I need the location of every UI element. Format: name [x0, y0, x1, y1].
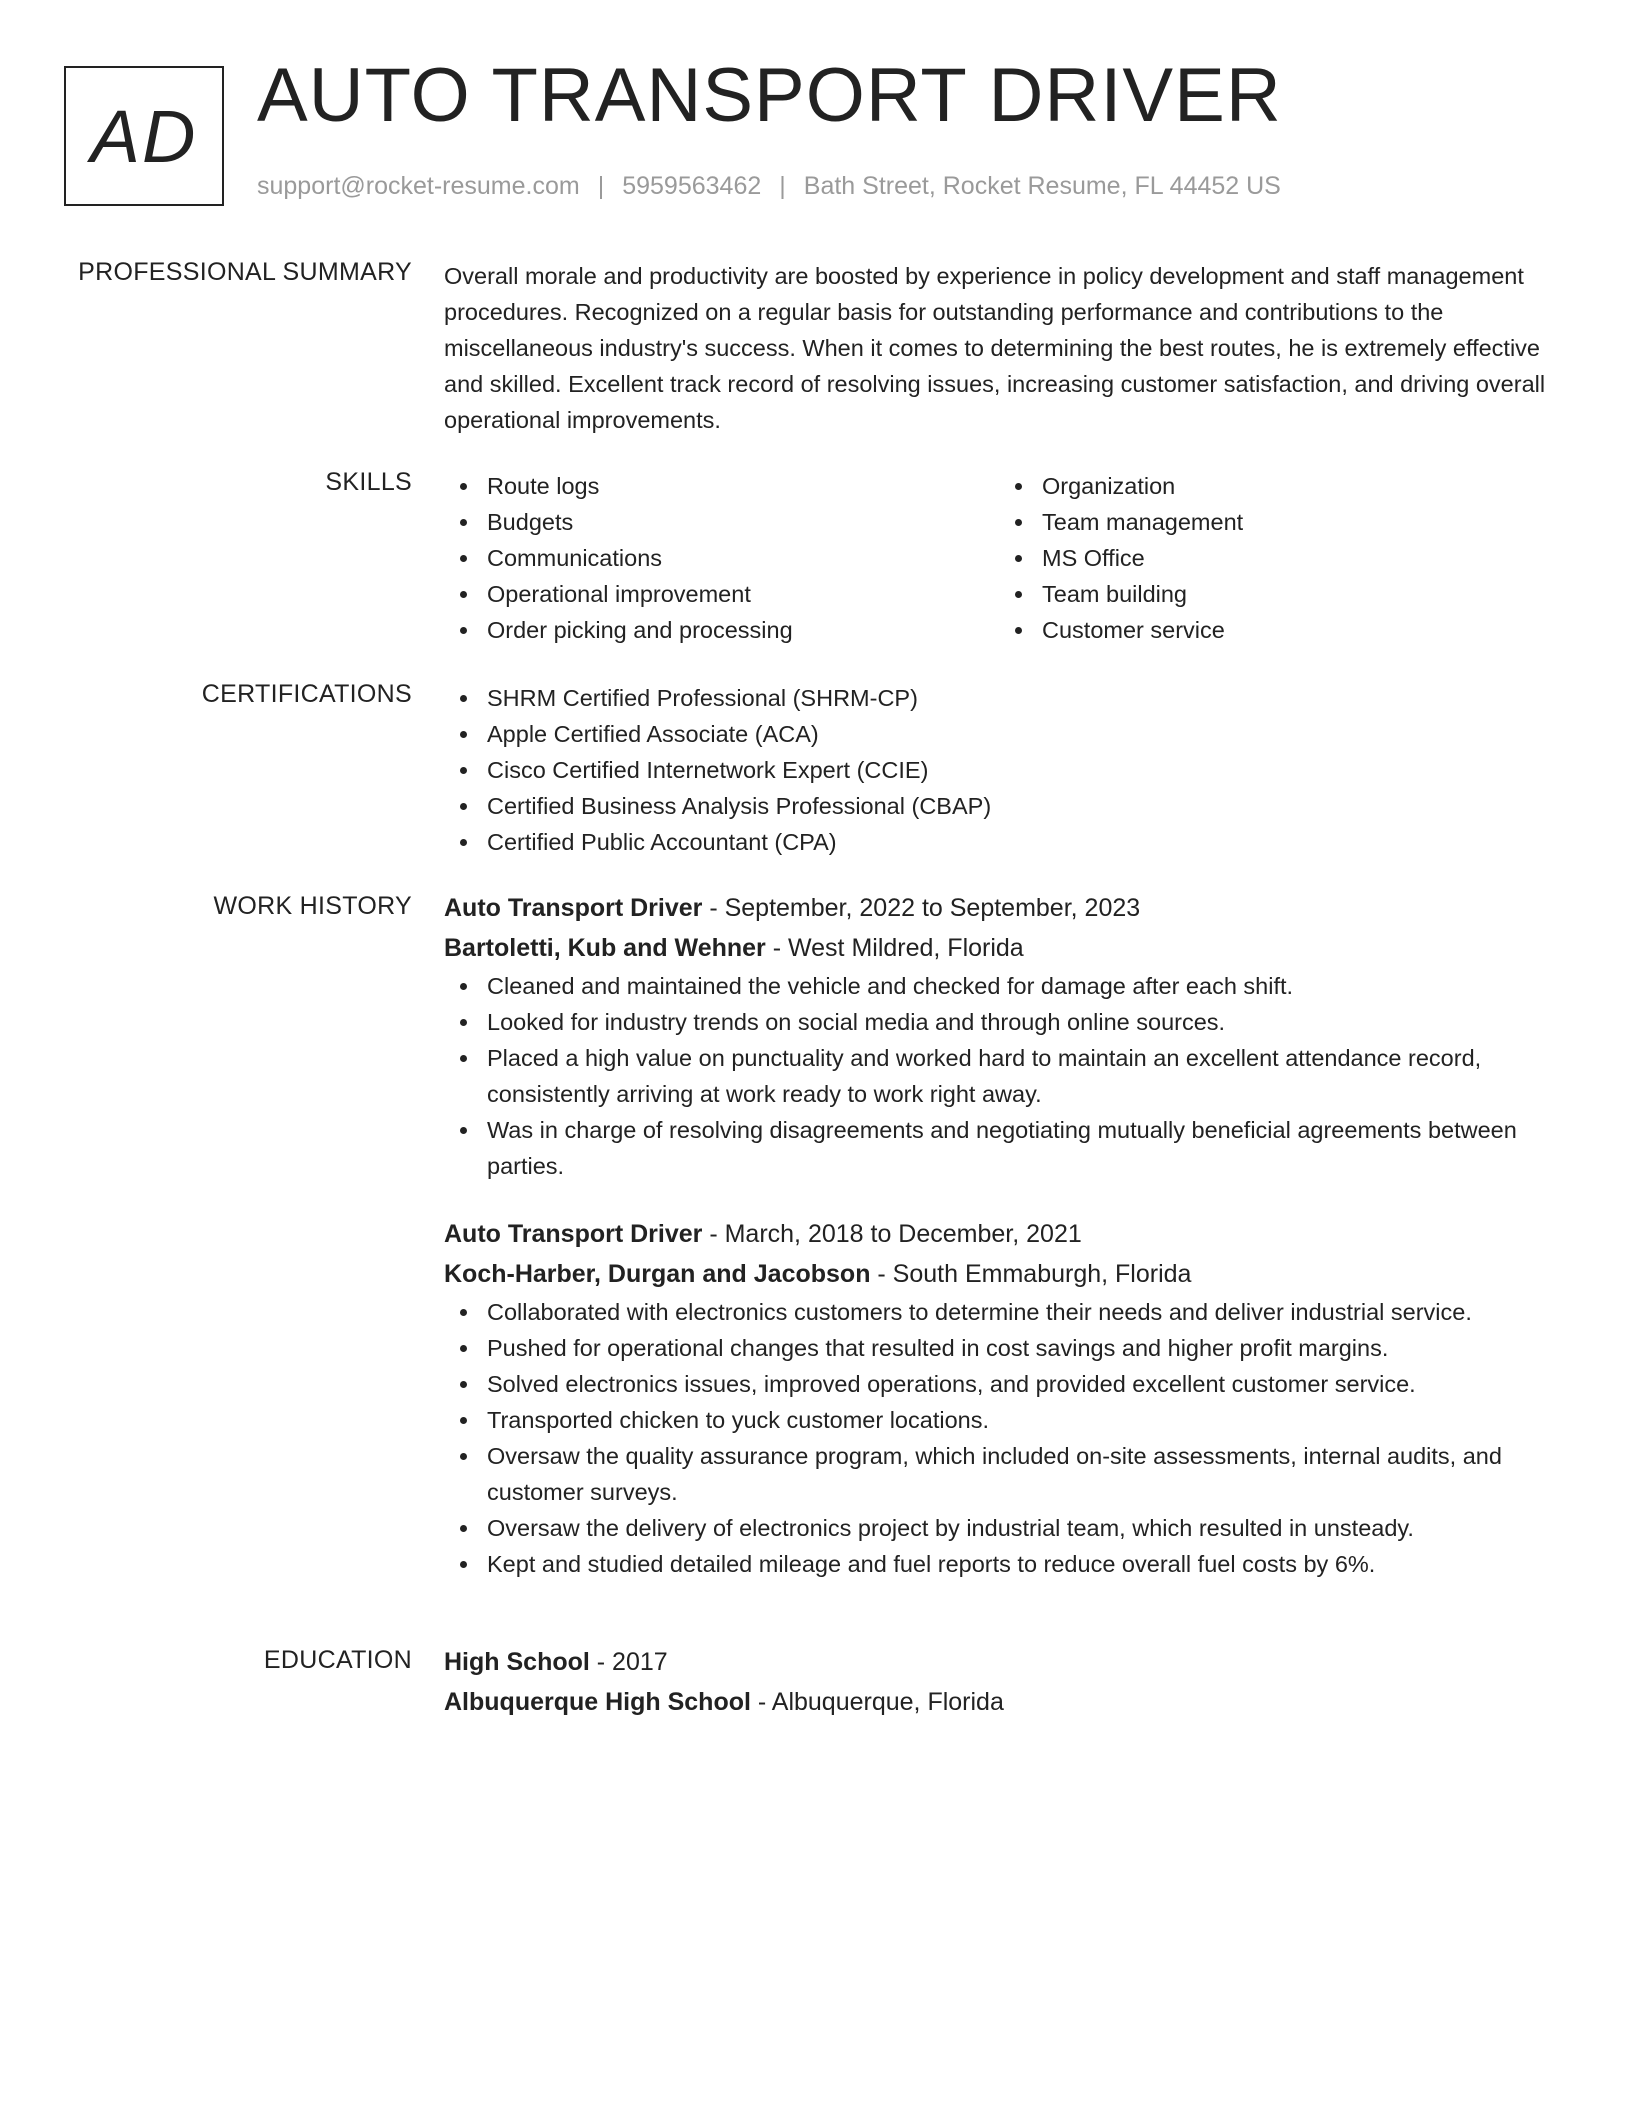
job-company-line	[444, 1254, 1554, 1294]
job-bullet: Placed a high value on punctuality and worked hard to maintain an excellent attendance record, consistently arriving at work ready to work right away.	[487, 1040, 1554, 1112]
contact-separator: |	[779, 172, 786, 200]
job-bullet: Oversaw the delivery of electronics project by industrial team, which resulted in unsteady.	[487, 1510, 1554, 1546]
job-bullet-list	[444, 1294, 1554, 1582]
skills-body	[444, 468, 1554, 648]
job-bullet: Collaborated with electronics customers to determine their needs and deliver industrial service.	[487, 1294, 1554, 1330]
summary-body	[444, 258, 1554, 438]
job-location: - West Mildred, Florida	[765, 934, 1024, 962]
job-bullet-list	[444, 968, 1554, 1184]
skill-item: Route logs	[487, 468, 999, 504]
job-dates: - September, 2022 to September, 2023	[702, 894, 1141, 922]
job-title: Auto Transport Driver	[444, 894, 703, 922]
skill-item: MS Office	[1042, 540, 1554, 576]
education-location: - Albuquerque, Florida	[750, 1688, 1004, 1716]
certification-item: Certified Public Accountant (CPA)	[487, 824, 1554, 860]
job-bullet: Looked for industry trends on social media and through online sources.	[487, 1004, 1554, 1040]
skill-item: Organization	[1042, 468, 1554, 504]
monogram-badge: AD	[64, 66, 224, 206]
section-label-education: EDUCATION	[263, 1646, 412, 1674]
job-company-line	[444, 928, 1554, 968]
contact-separator: |	[597, 172, 605, 200]
skills-list-left	[444, 468, 999, 648]
education-degree: High School	[444, 1648, 590, 1676]
job-bullet: Was in charge of resolving disagreements and negotiating mutually beneficial agreements between parties.	[487, 1112, 1554, 1184]
job-title-line	[444, 1214, 1554, 1254]
skill-item: Communications	[487, 540, 999, 576]
skill-item: Order picking and processing	[487, 612, 999, 648]
summary-text: Overall morale and productivity are boosted by experience in policy development and staff management procedures. Recognized on a regular basis for outstanding performance and contributions to the miscellaneous industry's success. When it comes to determining the best routes, he is extremely effective and skilled. Excellent track record of resolving issues, increasing customer satisfaction, and driving overall operational improvements.	[444, 263, 1546, 433]
certification-item: SHRM Certified Professional (SHRM-CP)	[487, 680, 1554, 716]
work-history-body	[444, 888, 1554, 1582]
job-bullet: Cleaned and maintained the vehicle and checked for damage after each shift.	[487, 968, 1554, 1004]
job-entry	[444, 888, 1554, 1184]
skill-item: Team building	[1042, 576, 1554, 612]
certification-item: Cisco Certified Internetwork Expert (CCIE)	[487, 752, 1554, 788]
section-label-certifications: CERTIFICATIONS	[201, 680, 412, 708]
contact-address: Bath Street, Rocket Resume, FL 44452 US	[803, 172, 1281, 200]
education-year: - 2017	[589, 1648, 668, 1676]
resume-title: AUTO TRANSPORT DRIVER	[257, 53, 1282, 138]
job-bullet: Kept and studied detailed mileage and fuel reports to reduce overall fuel costs by 6%.	[487, 1546, 1554, 1582]
job-bullet: Pushed for operational changes that resulted in cost savings and higher profit margins.	[487, 1330, 1554, 1366]
contact-email: support@rocket-resume.com	[257, 172, 580, 200]
education-body	[444, 1642, 1554, 1722]
job-bullet: Solved electronics issues, improved operations, and provided excellent customer service.	[487, 1366, 1554, 1402]
job-title: Auto Transport Driver	[444, 1220, 703, 1248]
education-school-line	[444, 1682, 1554, 1722]
job-company: Koch-Harber, Durgan and Jacobson	[444, 1260, 871, 1288]
job-dates: - March, 2018 to December, 2021	[702, 1220, 1082, 1248]
certification-item: Apple Certified Associate (ACA)	[487, 716, 1554, 752]
contact-line	[257, 172, 1281, 201]
skill-item: Customer service	[1042, 612, 1554, 648]
certification-item: Certified Business Analysis Professional (CBAP)	[487, 788, 1554, 824]
job-bullet: Transported chicken to yuck customer locations.	[487, 1402, 1554, 1438]
certifications-body	[444, 680, 1554, 860]
skill-item: Budgets	[487, 504, 999, 540]
skill-item: Team management	[1042, 504, 1554, 540]
certifications-list	[444, 680, 1554, 860]
skill-item: Operational improvement	[487, 576, 999, 612]
section-label-skills: SKILLS	[325, 468, 412, 496]
section-label-summary: PROFESSIONAL SUMMARY	[78, 258, 412, 286]
job-company: Bartoletti, Kub and Wehner	[444, 934, 766, 962]
skills-list-right	[999, 468, 1554, 648]
job-location: - South Emmaburgh, Florida	[870, 1260, 1192, 1288]
contact-phone: 5959563462	[622, 172, 762, 200]
job-entry	[444, 1214, 1554, 1582]
education-degree-line	[444, 1642, 1554, 1682]
job-bullet: Oversaw the quality assurance program, which included on-site assessments, internal audits, and customer surveys.	[487, 1438, 1554, 1510]
job-title-line	[444, 888, 1554, 928]
education-school: Albuquerque High School	[444, 1688, 751, 1716]
section-label-work-history: WORK HISTORY	[213, 892, 412, 920]
